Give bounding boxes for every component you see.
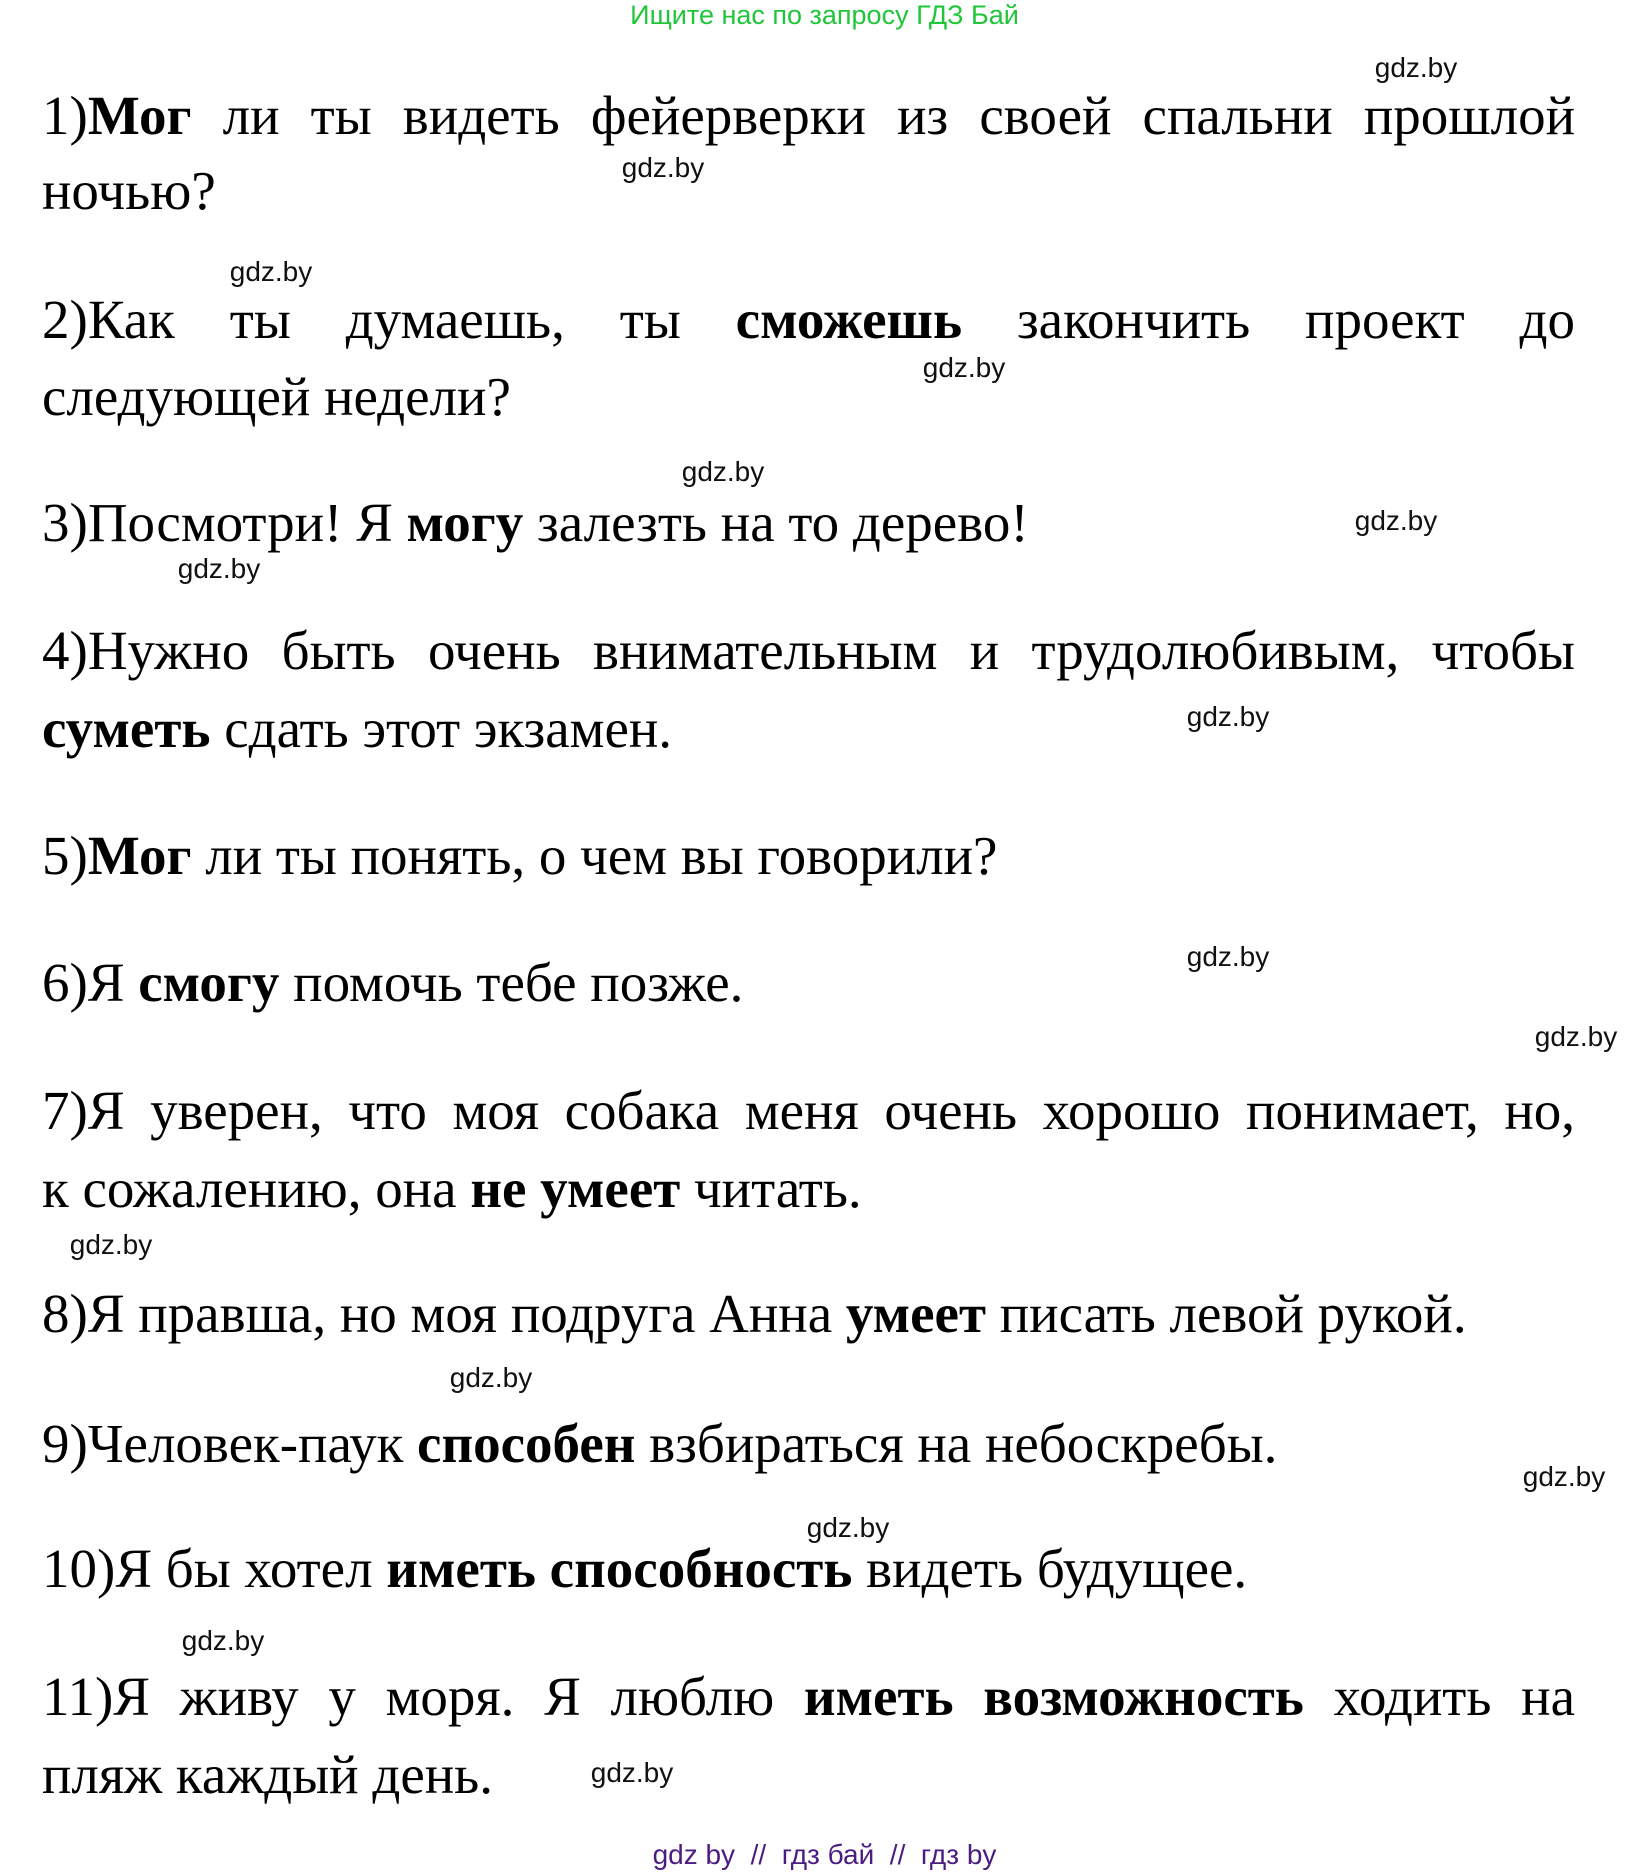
sentence-text: 10)Я бы хотел (42, 1538, 387, 1599)
sentence-text: 5) (42, 825, 88, 886)
sentence-text: сдать этот экзамен. (210, 698, 673, 759)
watermark-text: gdz.by (177, 553, 261, 584)
watermark-text: gdz.by (449, 1362, 533, 1393)
highlighted-modal-verb: не умеет (470, 1158, 681, 1219)
search-banner[interactable]: Ищите нас по запросу ГДЗ Бай (630, 0, 1019, 30)
item-1-line (42, 77, 1575, 155)
sentence-text: 9)Человек-паук (42, 1413, 418, 1474)
sentence-text: 4)Нужно быть очень внимательным и трудолюбивым, чтобы (42, 620, 1575, 681)
sentence-text: писать левой рукой. (985, 1283, 1467, 1344)
sentence-text: пляж каждый день. (42, 1744, 494, 1805)
item-6-line (42, 944, 1575, 1022)
sentence-text: 6)Я (42, 952, 139, 1013)
highlighted-modal-verb: Мог (87, 85, 192, 146)
sentence-text: 11)Я живу у моря. Я люблю (42, 1666, 804, 1727)
sentence-text: 3)Посмотри! Я (42, 492, 407, 553)
watermark-text: gdz.by (69, 1229, 153, 1260)
watermark-text: gdz.by (806, 1512, 890, 1543)
item-7-line (42, 1150, 1575, 1228)
item-2-line (42, 281, 1575, 359)
highlighted-modal-verb: суметь (42, 698, 211, 759)
item-4-line (42, 690, 1575, 768)
watermark-text: gdz.by (1374, 52, 1458, 83)
watermark-text: gdz.by (681, 456, 765, 487)
sentence-text: 2)Как ты думаешь, ты (42, 289, 736, 350)
sentence-text: 7)Я уверен, что моя собака меня очень хорошо понимает, но, (42, 1080, 1575, 1141)
sentence-text: ночью? (42, 160, 216, 221)
item-1-line (42, 152, 1575, 230)
watermark-text: gdz.by (181, 1625, 265, 1656)
highlighted-modal-verb: иметь возможность (803, 1666, 1304, 1727)
item-11-line (42, 1736, 1575, 1814)
highlighted-modal-verb: умеет (845, 1283, 986, 1344)
item-11-line (42, 1658, 1575, 1736)
sentence-text: взбираться на небоскребы. (635, 1413, 1278, 1474)
watermark-text: gdz.by (1186, 941, 1270, 972)
sentence-text: 1) (42, 85, 88, 146)
sentence-text: помочь тебе позже. (279, 952, 744, 1013)
watermark-text: gdz.by (1186, 701, 1270, 732)
sentence-text: читать. (680, 1158, 862, 1219)
item-7-line (42, 1072, 1575, 1150)
highlighted-modal-verb: сможешь (735, 289, 963, 350)
item-2-line (42, 358, 1575, 436)
sentence-text: ходить на (1303, 1666, 1575, 1727)
highlighted-modal-verb: могу (406, 492, 524, 553)
watermark-text: gdz.by (1354, 505, 1438, 536)
highlighted-modal-verb: Мог (87, 825, 192, 886)
sentence-text: ли ты видеть фейерверки из своей спальни прошлой (191, 85, 1575, 146)
watermark-text: gdz.by (621, 152, 705, 183)
sentence-text: залезть на то дерево! (523, 492, 1029, 553)
sentence-text: ли ты понять, о чем вы говорили? (191, 825, 998, 886)
watermark-text: gdz.by (1534, 1021, 1618, 1052)
watermark-text: gdz.by (922, 352, 1006, 383)
item-4-line (42, 612, 1575, 690)
item-8-line (42, 1275, 1575, 1353)
watermark-text: gdz.by (229, 256, 313, 287)
item-5-line (42, 817, 1575, 895)
sentence-text: закончить проект до (962, 289, 1575, 350)
item-3-line (42, 484, 1575, 562)
sentence-text: 8)Я правша, но моя подруга Анна (42, 1283, 846, 1344)
highlighted-modal-verb: способен (417, 1413, 636, 1474)
sentence-text: к сожалению, она (42, 1158, 471, 1219)
highlighted-modal-verb: иметь способность (386, 1538, 853, 1599)
footer-links[interactable]: gdz by // гдз бай // гдз by (652, 1839, 997, 1870)
watermark-text: gdz.by (590, 1757, 674, 1788)
watermark-text: gdz.by (1522, 1461, 1606, 1492)
sentence-text: следующей недели? (42, 366, 511, 427)
highlighted-modal-verb: смогу (138, 952, 280, 1013)
sentence-text: видеть будущее. (852, 1538, 1248, 1599)
item-9-line (42, 1405, 1575, 1483)
